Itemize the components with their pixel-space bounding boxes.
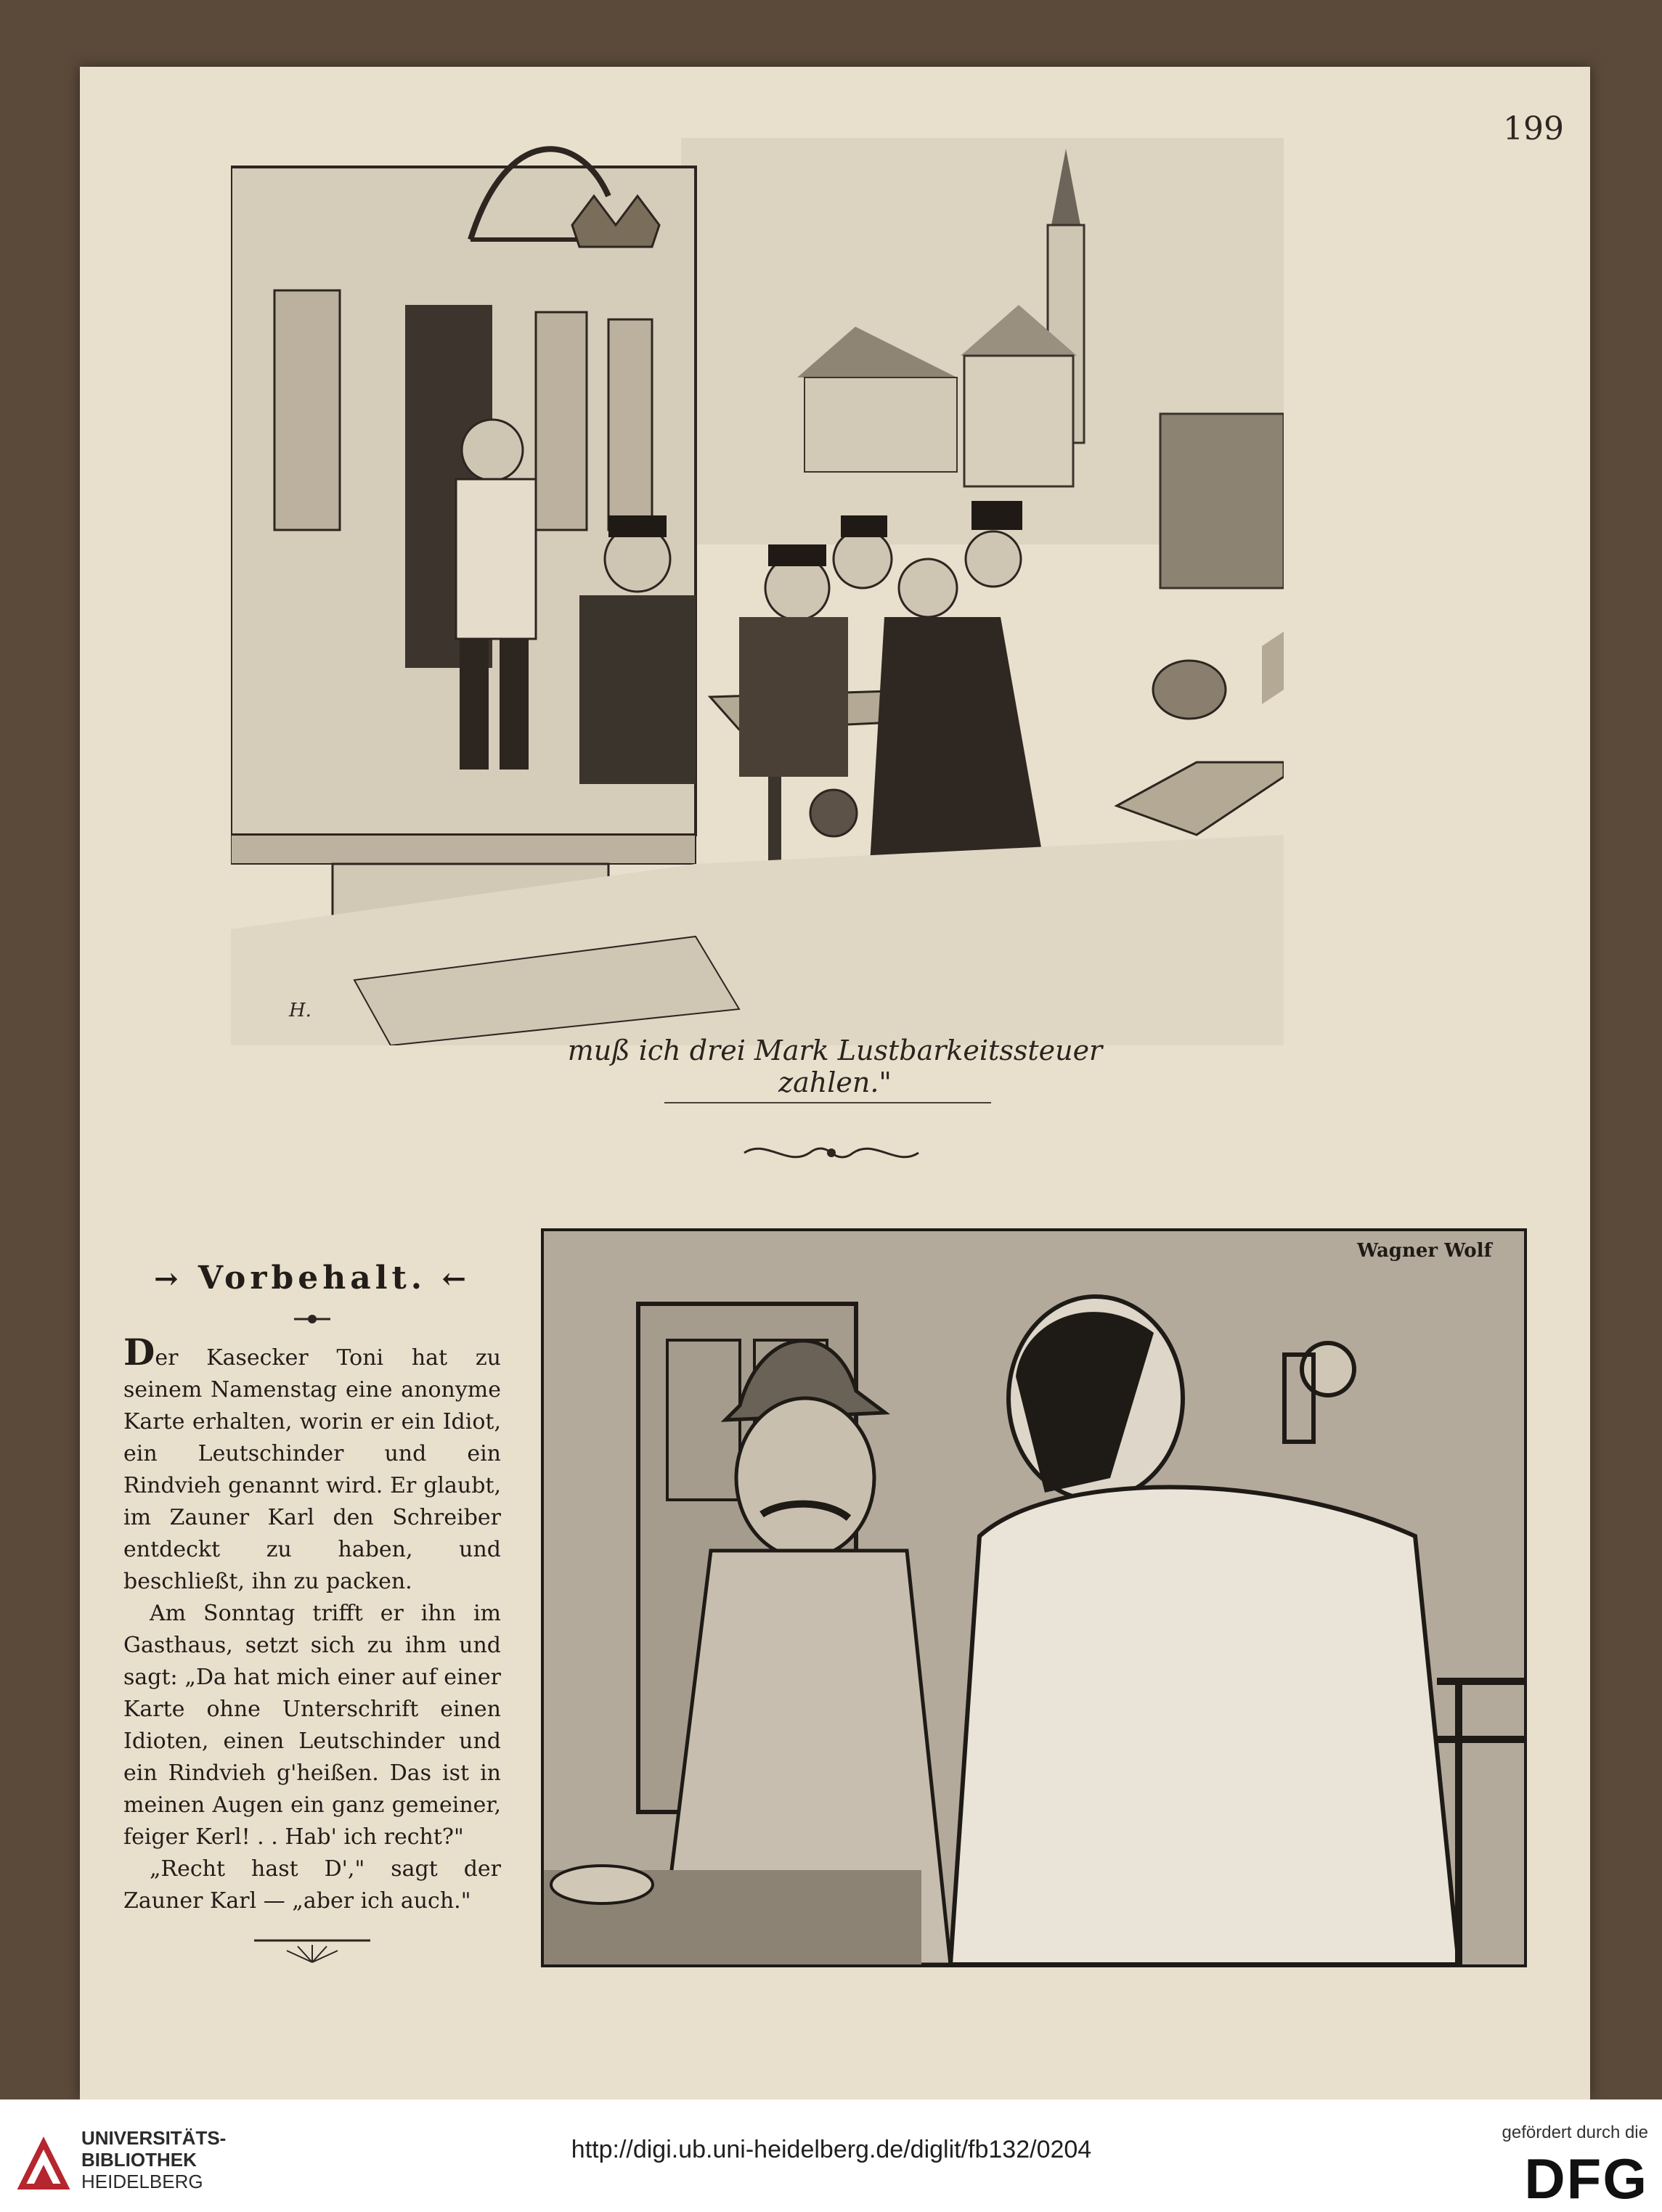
illustration-caption: muß ich drei Mark Lustbarkeitssteuer zahlen." [567,1034,1103,1098]
two-men-illustration [544,1231,1524,1964]
funded-by-label: gefördert durch die [1502,2123,1648,2142]
paragraph-3: „Recht hast D'," sagt der Zauner Karl — „aber ich auch." [123,1856,501,1914]
paragraph-1-text: er Kasecker Toni hat zu seinem Namenstag eine anonyme Karte erhalten, worin er ein Idiot, ein Leutschinder und ein Rindvieh genannt wird. Er glaubt, im Zauner Karl den Schreiber entdeckt zu haben, und beschließt, ihn zu packen. [123,1345,501,1594]
university-line-1: UNIVERSITÄTS- [81,2127,227,2149]
article-vorbehalt [123,1260,501,1965]
drop-cap: D [123,1331,155,1374]
permalink-url[interactable]: http://digi.ub.uni-heidelberg.de/diglit/fb132/0204 [571,2136,1092,2163]
page-number: 199 [1503,110,1564,147]
arrow-left-icon: ← [441,1262,471,1296]
ornament-icon [737,1138,926,1167]
article-title-text: Vorbehalt. [197,1260,427,1297]
sunburst-ornament-icon [254,1939,370,1965]
university-line-2: BIBLIOTHEK [81,2149,197,2171]
small-ornament-icon [290,1310,334,1329]
separator-rule [664,1102,991,1103]
paragraph-2: Am Sonntag trifft er ihn im Gasthaus, setzt sich zu ihm und sagt: „Da hat mich einer auf einer Karte ohne Unterschrift einen Idioten, einen Leutschinder und ein Rindvieh g'heißen. Das ist in meinen Augen ein ganz gemeiner, feiger Kerl! . . Hab' ich recht?" [123,1601,501,1850]
university-name [81,2127,226,2192]
article-title [123,1260,501,1297]
library-footer [0,2099,1662,2212]
inn-scene-illustration [231,138,1284,1045]
university-line-3: HEIDELBERG [81,2171,203,2192]
tavern-illustration-frame [541,1228,1527,1967]
university-library-logo-icon [15,2129,73,2194]
dfg-logo: DFG [1524,2147,1648,2211]
svg-text:H.: H. [289,1000,311,1021]
article-body [123,1331,501,1917]
arrow-right-icon: → [154,1262,183,1296]
artist-signature: Wagner Wolf [1357,1240,1492,1262]
paragraph-1 [123,1331,501,1598]
